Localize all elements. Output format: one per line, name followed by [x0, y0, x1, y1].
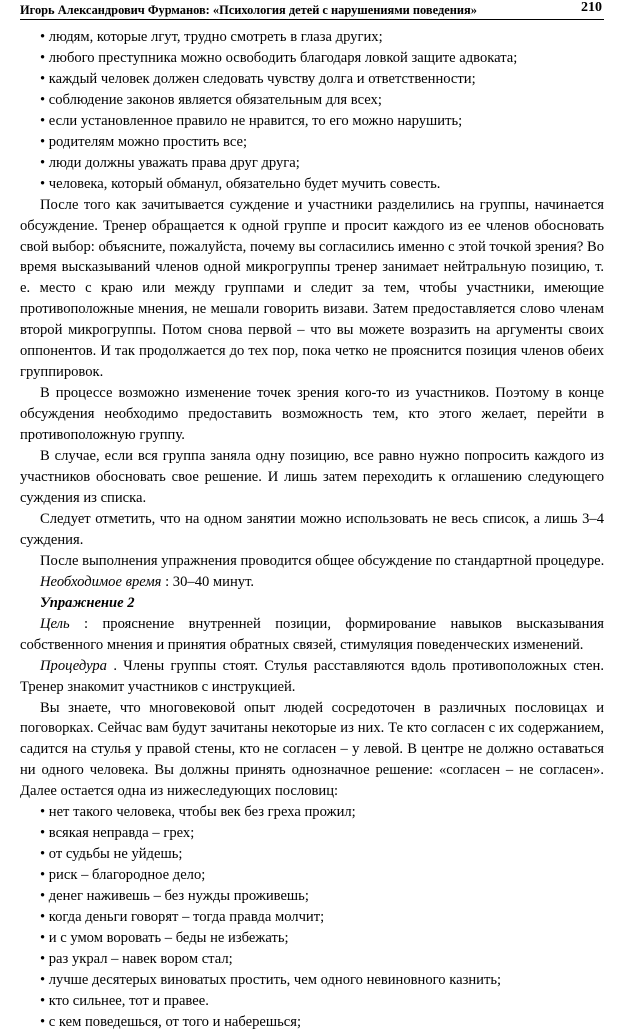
paragraph-note: Следует отметить, что на одном занятии можно использовать не весь список, а лишь 3–4 суждения. [20, 510, 604, 548]
list-item: • любого преступника можно освободить благодаря ловкой защите адвоката; [40, 49, 518, 66]
list-item: • кто сильнее, тот и правее. [40, 992, 209, 1009]
paragraph-after: После выполнения упражнения проводится общее обсуждение по стандартной процедуре. [40, 552, 605, 569]
list-item: • и с умом воровать – беды не избежать; [40, 929, 289, 946]
list-item: • родителям можно простить все; [40, 133, 248, 150]
procedure-paragraph [20, 656, 604, 698]
paragraph-one-position: В случае, если вся группа заняла одну позицию, все равно нужно попросить каждого из участников обосновать свое решение. И лишь затем переходить к оглашению следующего суждения из списка. [20, 448, 604, 506]
paragraph-discussion: После того как зачитывается суждение и участники разделились на группы, начинается обсуждение. Тренер обращается к одной группе и просит каждого из ее членов обосновать свой выбор: объясните, пожалуйста, почему вы согласились именно с этой точкой зрения? Во время высказываний членов одной микрогруппы тренер занимает нейтральную позицию, т. е. место с краю или между группами и следит за тем, чтобы участники, имеющие противоположные мнения, не мешали говорить визави. Затем предоставляется слово членам второй микрогруппы. Потом снова первой – что вы можете возразить на аргументы своих оппонентов. И так продолжается до тех пор, пока четко не прояснится позиция членов обеих группировок. [20, 196, 604, 381]
instruction-paragraph: Вы знаете, что многовековой опыт людей сосредоточен в различных пословицах и поговорках. Сейчас вам будут зачитаны некоторые из них. Те кто согласен с их содержанием, садится на стулья у правой стены, кто не согласен – у левой. В центре не должно оставаться ни одного человека. Вы должны принять однозначное решение: «согласен – не согласен». Далее остается одна из нижеследующих пословиц: [20, 699, 604, 800]
list-item: • с кем поведешься, от того и наберешься; [40, 1013, 301, 1030]
list-item: • каждый человек должен следовать чувству долга и ответственности; [40, 70, 476, 87]
list-item: • соблюдение законов является обязательным для всех; [40, 91, 382, 108]
list-item: • от судьбы не уйдешь; [40, 846, 183, 863]
list-item: • когда деньги говорят – тогда правда молчит; [40, 909, 325, 926]
goal-paragraph [20, 614, 604, 656]
list-item: • люди должны уважать права друг друга; [40, 154, 300, 171]
header-rule [20, 19, 604, 20]
list-item: • денег наживешь – без нужды проживешь; [40, 888, 309, 905]
list-item: • людям, которые лгут, трудно смотреть в глаза других; [40, 29, 383, 45]
list-item: • всякая неправда – грех; [40, 825, 195, 842]
page-number: 210 [581, 0, 602, 15]
list-item: • нет такого человека, чтобы век без греха прожил; [40, 804, 356, 821]
exercise-heading: Упражнение 2 [40, 594, 135, 611]
header-title: Игорь Александрович Фурманов: «Психология детей с нарушениями поведения» [20, 3, 477, 17]
time-line [20, 572, 604, 593]
page-body [14, 27, 612, 1033]
paragraph-change: В процессе возможно изменение точек зрения кого-то из участников. Поэтому в конце обсуждения необходимо предоставить возможность тем, кто этого желает, перейти в противоположную группу. [20, 385, 604, 444]
judgements-list [20, 27, 604, 195]
list-item: • лучше десятерых виноватых простить, чем одного невиновного казнить; [40, 971, 502, 988]
time-value: : 30–40 минут. [161, 573, 255, 590]
list-item: • если установленное правило не нравится, то его можно нарушить; [40, 112, 463, 129]
procedure-text: . Члены группы стоят. Стулья расставляются вдоль противоположных стен. Тренер знакомит участников с инструкцией. [20, 657, 604, 695]
list-item: • риск – благородное дело; [40, 867, 206, 884]
goal-label: Цель [40, 615, 70, 632]
procedure-label: Процедура [40, 657, 107, 674]
goal-text: : прояснение внутренней позиции, формирование навыков высказывания собственного мнения и принятия обратных связей, стимуляция поведенческих изменений. [20, 615, 604, 653]
list-item: • раз украл – навек вором стал; [40, 950, 233, 967]
time-label: Необходимое время [40, 573, 162, 590]
list-item: • человека, который обманул, обязательно будет мучить совесть. [40, 175, 441, 192]
running-header [14, 0, 612, 27]
proverbs-list [20, 802, 604, 1032]
